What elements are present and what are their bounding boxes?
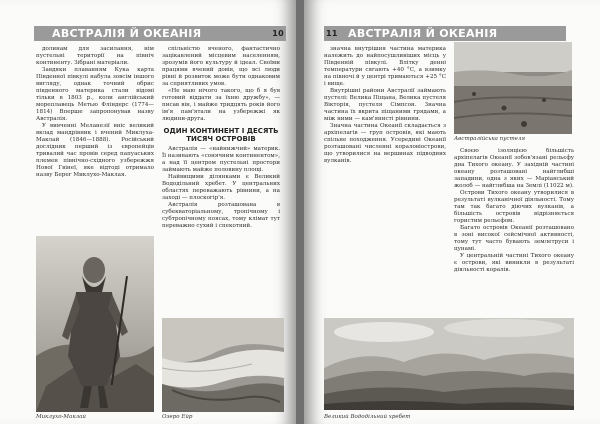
caption-lake-eyre: Озеро Ейр bbox=[162, 414, 193, 420]
right-column-1 bbox=[324, 46, 446, 312]
paragraph: «Не маю нічого такого, що б я був готовий віддати за їхню дружбу», — писав він, і майже тридцять років його ім'я пам'ятали на узбережжі як людини-друга. bbox=[162, 88, 280, 122]
left-page-number: 10 bbox=[272, 29, 284, 38]
right-page-header bbox=[324, 26, 566, 41]
paragraph: Найвищими ділянками є Великий Вододільний хребет. У центральних областях переважають рівнини, а на заході — плоскогір'я. bbox=[162, 174, 280, 201]
portrait-image bbox=[36, 236, 154, 412]
paragraph: Завдяки плаванням Кука карта Південної півкулі набула зовсім іншого вигляду, однак точний обрис південного материка стали відомі тільки в 1803 р., коли англійський мореплавець Метью Фліндерс (1774—1814) Вперше запропонував назву Австралія. bbox=[36, 67, 154, 122]
mountain-image bbox=[324, 318, 574, 410]
paragraph: Своєю ізоляцією більшість архіпелагів Океанії зобов'язані рельєфу дна Тихого океану. У західній частині океану розташовані найглибші западини, одна з яких — Маріанський жолоб — найглибша на Землі (11022 м). bbox=[454, 148, 574, 189]
left-column-2 bbox=[162, 46, 280, 316]
paragraph: У центральній частині Тихого океану є острови, які виникли в результаті діяльності коралів. bbox=[454, 253, 574, 273]
paragraph: долинам для засилання, нім пустельні території на північ континенту. Зібрані матеріали. bbox=[36, 46, 154, 66]
lake-image bbox=[162, 318, 284, 412]
lake-eyre-photo bbox=[162, 318, 284, 412]
right-page-number: 11 bbox=[326, 29, 338, 38]
paragraph: У вивченні Меланезії вніс великий вклад мандрівник і вчений Миклуха-Маклай (1846—1888). Російський дослідник перший із європейців тривалий час провів серед папуаських племен північно-східного узбережжя Нової Гвінеї, яке відтоді отримало назву Берег Миклухо-Маклая. bbox=[36, 123, 154, 178]
great-dividing-range-photo bbox=[324, 318, 574, 410]
paragraph: Острови Тихого океану утворилися в результаті вулканічної діяльності. Тому там так багато діючих вулканів, а більшість островів відрізняється гористим рельєфом. bbox=[454, 190, 574, 224]
left-page bbox=[0, 0, 296, 424]
section-heading: ОДИН КОНТИНЕНТ І ДЕСЯТЬ ТИСЯЧ ОСТРОВІВ bbox=[163, 127, 279, 143]
left-header-title: АВСТРАЛІЯ Й ОКЕАНІЯ bbox=[52, 27, 202, 40]
paragraph: значна внутрішня частина материка належить до найпосушливіших місць у Південній півкулі. Влітку денні температури сягають +40 °С, а взимку на півночі й у центрі тримаються +25 °С і вище. bbox=[324, 46, 446, 87]
paragraph: спільністю вченого, фантастично зацікавлений місцевим населенням, зрозумів його культуру й ідеал. Своїми працями вчений довів, що всі люди рівні й розвиток може бути однаковим за сприятливих умов. bbox=[162, 46, 280, 87]
caption-desert: Австралійська пустеля bbox=[454, 136, 526, 142]
desert-image bbox=[454, 42, 572, 134]
right-header-title: АВСТРАЛІЯ Й ОКЕАНІЯ bbox=[348, 27, 498, 40]
desert-photo bbox=[454, 42, 572, 134]
right-column-2 bbox=[454, 148, 574, 324]
miklukho-maklai-photo bbox=[36, 236, 154, 412]
paragraph: Внутрішні райони Австралії займають пустелі: Велика Піщана, Велика пустеля Вікторія, пустеля Сімпсон. Значна частина їх вкрита піщаними грядами, а між ними — кам'янисті рівнини. bbox=[324, 88, 446, 122]
right-page bbox=[304, 0, 600, 424]
paragraph: Багато островів Океанії розташовано в зоні високої сейсмічної активності, тому тут часто бувають землетруси і цунамі. bbox=[454, 225, 574, 252]
caption-dividing-range: Великий Вододільний хребет bbox=[324, 414, 411, 420]
paragraph: Значна частина Океанії складається з архіпелагів — груп островів, які мають спільне походження. Усередині Океанії розташовані численні кораловіострови, що утворилися на вершинах підводних вулканів. bbox=[324, 123, 446, 164]
paragraph: Австралія — «найнижчий» материк. Її називають «сонячним континентом», а над її центром пустельні простори займають майже половину площі. bbox=[162, 146, 280, 173]
left-page-header bbox=[34, 26, 286, 41]
caption-miklukho: Миклухо-Маклай bbox=[36, 414, 86, 420]
left-column-1 bbox=[36, 46, 154, 242]
paragraph: Австралія розташована в субекваторіальному, тропічному і субтропічному поясах, тому клімат тут переважно сухий і спекотний. bbox=[162, 202, 280, 229]
